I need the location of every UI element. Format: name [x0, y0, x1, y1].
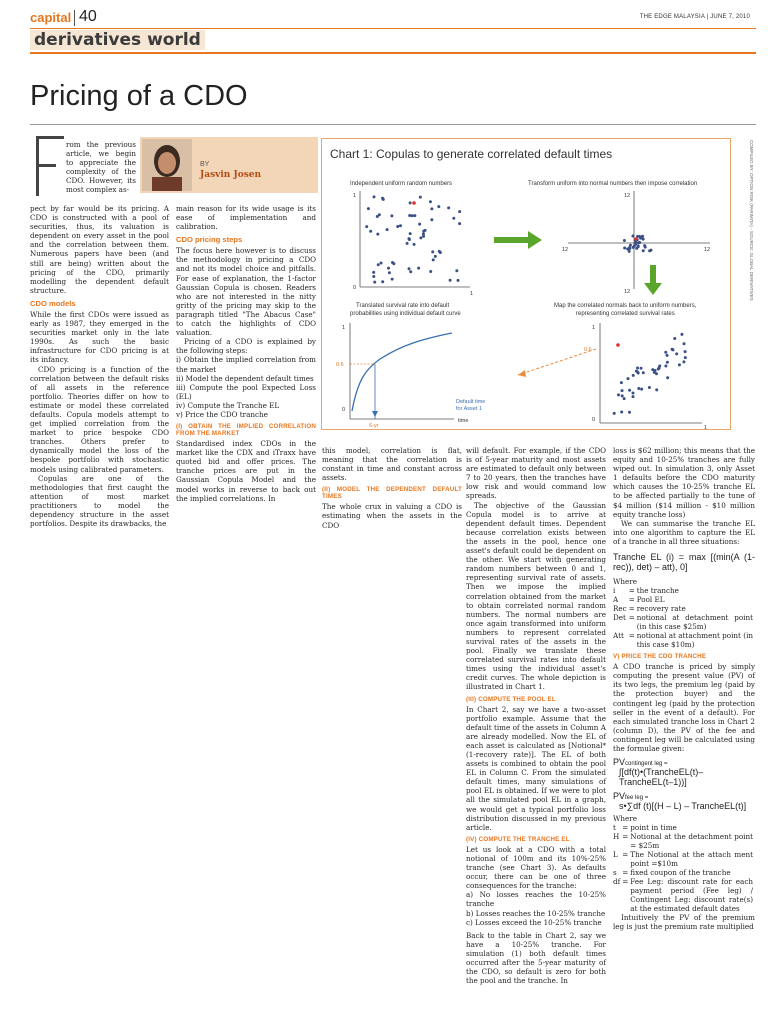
panel-4-label-a: Map the correlated normals back to uniform numbers, [554, 303, 697, 309]
author-box [140, 137, 318, 193]
p4-tick-y06: 0.6 [584, 347, 592, 353]
heading-step-iv: (IV) COMPUTE THE TRANCHE EL [466, 835, 570, 843]
p1-point [376, 233, 379, 236]
section-rule [30, 52, 756, 54]
p1-point [390, 214, 393, 217]
p4-point [628, 389, 631, 392]
p4-point [683, 342, 686, 345]
p1-point [419, 236, 422, 239]
highlight-point [616, 343, 620, 347]
p2-point [632, 246, 635, 249]
p1-tick-y1: 1 [353, 193, 357, 199]
section-title: derivatives world [30, 30, 205, 50]
p1-point [381, 280, 384, 283]
p3-tick-origin: 0 [342, 407, 346, 413]
heading-step-i: (I) OBTAIN THE IMPLIED CORRELATION FROM THE MARKET [176, 423, 316, 438]
p1-point [432, 258, 435, 261]
p4-point [664, 351, 667, 354]
p4-point [642, 371, 645, 374]
heading-step-v: V) PRICE THE CDO TRANCHE [613, 653, 707, 661]
page-number: 40 [79, 8, 97, 25]
section-name: capital [30, 10, 72, 25]
p1-point [373, 195, 376, 198]
p4-point [654, 369, 657, 372]
article-title: Pricing of a CDO [30, 80, 248, 112]
p2-point [638, 241, 641, 244]
column-3: this model, correlation is flat, meaning that the correlation is constant in time and constant across assets. (II) MODEL THE DEPENDENT DEFAULT TIMES The whole crux in valuing a CDO is estimating when the assets in the CDO [322, 446, 462, 530]
panel-3-label-b: probabilities using individual default curve [350, 311, 461, 317]
p4-point [648, 386, 651, 389]
p2-point [628, 246, 631, 249]
p1-point [387, 267, 390, 270]
p2-point [623, 239, 626, 242]
side-credit: COMPILED BY: OPTION RISK (PARIMITA) - SOURCE: GLOBAL DERIVATIVES [749, 140, 754, 301]
step-4: iv) Compute the Tranche EL [176, 400, 280, 410]
p3-tick-y1: 1 [342, 325, 346, 331]
p1-tick-x1: 1 [470, 291, 474, 297]
p4-point [632, 374, 635, 377]
column-5: loss is $62 million; this means that the equity and 10-25% tranches are fully wiped out. In simulation 3, only Asset 1 defaults before the CDO maturity which causes the 10-25% tranche EL to be affected partially to the tune of $4 million ($14 million - $10 million equity tranche loss) We can summarise the tranche EL into one algorithm to capture the EL of a tranche in all three situations: Tranche EL (i) = max [(min(A (1-rec)), det) – att), 0] Where i = the tranche A = Pool EL Rec = recovery rate Det = notional at detachment point (in this case $25m) Att = notional at attachment point (in this case $10m) V) PRICE THE CDO TRANCHE A CDO tranche is priced by simply computing the present value (PV) of its two legs, the premium leg (paid by the protection buyer) and the contingent leg (paid by the protection seller in the event of a default). For each simulated tranche loss in Chart 2 (column D), the PV of the fee and contingent leg will be calculated using the formulae given: PVcontingent leg = ∫[df(t)•(TrancheEL(t)–TrancheEL(t–1))] PVfee leg = s•∑df (t)[(H – L) – TrancheEL(t)] Where t = point in time H = Notional at the detachment point = $25m L = The Notional at the attach ment point =$10m s = fixed coupon of the tranche df = Fee Leg: discount rate for each payment period (Fee leg) / Contingent Leg: discount rate(s) at the estimated default dates Intuitively the PV of the premium leg is just the premium rate multiplied [613, 446, 755, 932]
p1-point [377, 263, 380, 266]
heading-cdo-models: CDO models [30, 298, 76, 308]
p4-point [623, 397, 626, 400]
p4-point [640, 388, 643, 391]
p3-note-b: for Asset 1 [456, 406, 482, 412]
p1-point [378, 213, 381, 216]
heading-step-iii: (III) COMPUTE THE POOL EL [466, 695, 556, 703]
panel-4-label-b: representing correlated survival rates [576, 311, 675, 317]
p4-point [666, 376, 669, 379]
p4-point [682, 360, 685, 363]
p2-point [642, 249, 645, 252]
p3-note-a: Default time [456, 399, 486, 405]
p1-point [399, 224, 402, 227]
panel-4-points [613, 333, 687, 415]
p4-point [620, 411, 623, 414]
p1-point [413, 243, 416, 246]
p4-point [657, 367, 660, 370]
p1-point [449, 279, 452, 282]
p1-point [429, 270, 432, 273]
p2-point [623, 246, 626, 249]
panel-2-points [623, 235, 653, 253]
column-2: main reason for its wide usage is its ease of implementation and calibration. CDO pricing steps The focus here however is to discuss the methodology in pricing a CDO and not its model choice and pitfalls. For ease of explanation, the 1-factor Gaussian Copula is chosen. Readers who are not interested in the nitty gritty of the pricing may skip to the paragraph titled "The Abacus Case" to catch the highlights of CDO valuation. Pricing of a CDO is explained by the following steps: i) Obtain the implied correlation from the market ii) Model the dependent default times iii) Compute the pool Expected Loss (EL) iv) Compute the Tranche EL v) Price the CDO tranche (I) OBTAIN THE IMPLIED CORRELATION FROM THE MARKET Standardised index CDOs in the market like the CDX and iTraxx have quoted bid and offer prices. The tranche prices are put in the Gaussian Copula Model and the model works in reverse to back out the implied correlations. In [176, 204, 316, 503]
p2-tick-bottom: 12 [624, 289, 631, 295]
p1-point [429, 200, 432, 203]
p1-point [458, 210, 461, 213]
p1-point [417, 267, 420, 270]
author-photo [142, 139, 192, 191]
drop-cap [30, 130, 64, 196]
p4-point [632, 391, 635, 394]
pv-contingent-label: PVcontingent leg = [613, 757, 668, 768]
p1-point [373, 281, 376, 284]
p2-tick-left: 12 [562, 247, 569, 253]
heading-pricing-steps: CDO pricing steps [176, 235, 243, 245]
p1-point [406, 242, 409, 245]
p1-point [418, 223, 421, 226]
p1-point [372, 271, 375, 274]
p1-point [430, 207, 433, 210]
p4-point [621, 389, 624, 392]
arrow-right-icon [494, 231, 542, 249]
p1-point [391, 278, 394, 281]
case-b: b) Losses reaches the 10-25% tranche [466, 908, 606, 918]
p1-point [437, 205, 440, 208]
p1-point [407, 237, 410, 240]
p4-point [684, 350, 687, 353]
p1-point [369, 230, 372, 233]
pv-contingent-formula: ∫[df(t)•(TrancheEL(t)–TrancheEL(t–1))] [619, 767, 704, 788]
definitions-table-2: t = point in time H = Notional at the detachment point = $25m L = The Notional at the attach ment point =$10m s = fixed coupon of the tranche df = Fee Leg: discount rate for each payment period (Fee leg) / Contingent Leg: discount rate(s) at the estimated default dates [613, 823, 753, 914]
p1-point [430, 218, 433, 221]
p4-point [636, 370, 639, 373]
chart-title: Chart 1: Copulas to generate correlated default times [330, 147, 613, 161]
p4-point [666, 361, 669, 364]
chart-svg [322, 139, 730, 429]
title-rule [30, 124, 756, 125]
p3-marker-x: 6-yr [369, 423, 379, 429]
p4-point [678, 363, 681, 366]
p1-point [365, 225, 368, 228]
p1-point [391, 261, 394, 264]
publication-line: THE EDGE MALAYSIA | JUNE 7, 2010 [639, 14, 750, 20]
p3-x-label: time [458, 418, 469, 424]
p4-point [628, 411, 631, 414]
p4-point [617, 393, 620, 396]
heading-step-ii: (II) MODEL THE DEPENDENT DEFAULT TIMES [322, 486, 462, 501]
p1-point [409, 232, 412, 235]
arrow-down-icon [644, 265, 662, 295]
pv-fee-label: PVfee leg = [613, 791, 649, 802]
p2-point [634, 243, 637, 246]
p4-point [664, 364, 667, 367]
p4-point [620, 381, 623, 384]
p1-point [367, 207, 370, 210]
p1-point [457, 279, 460, 282]
p4-point [671, 348, 674, 351]
p1-point [409, 270, 412, 273]
p4-point [631, 395, 634, 398]
p1-point [396, 225, 399, 228]
p1-point [431, 250, 434, 253]
p2-point [637, 244, 640, 247]
p1-point [372, 275, 375, 278]
step-3: iii) Compute the pool Expected Loss (EL) [176, 382, 316, 401]
default-curve [352, 333, 452, 411]
divider [74, 10, 75, 26]
p2-point [631, 235, 634, 238]
p1-point [409, 201, 412, 204]
case-a: a) No losses reaches the 10-25% tranche [466, 890, 606, 909]
p4-point [637, 387, 640, 390]
p2-point [643, 244, 646, 247]
column-1: pect by far would be its pricing. A CDO is constructed with a pool of securities, thus, its valuation is dependent on every asset in the pool and the correlation between them. Numerous papers have been (and still are being) written about the pricing of the CDO, primarily modelling the dependent default structure. CDO models While the first CDOs were issued as early as 1987, they emerged in the securities market only in the late 1990s. As such the basic infrastructure for CDO pricing is at its infancy. CDO pricing is a function of the correlation between the default risks of all assets in the reference portfolio. Theories differ on how to estimate or model these correlated defaults. Copula models attempt to get implied correlation from the market to price bespoke CDO tranches. Others prefer to dynamically model the loss of the bespoke portfolio with stochastic models using calibrated parameters. Copulas are one of the methodologies that first caught the attention of most market practitioners to model the dependency structure in the asset portfolios. Despite its drawbacks, the [30, 204, 169, 529]
p1-point [381, 197, 384, 200]
p2-point [640, 236, 643, 239]
p4-point [680, 333, 683, 336]
chart-1 [321, 138, 731, 430]
highlight-point [412, 201, 416, 205]
p4-point [666, 354, 669, 357]
top-rule [30, 28, 756, 29]
p4-point [655, 388, 658, 391]
definitions-table-1: i = the tranche A = Pool EL Rec = recovery rate Det = notional at detachment point (in this case $25m) Att = notional at attachment point (in this case $10m) [613, 586, 753, 650]
highlight-point [634, 237, 638, 241]
p2-tick-top: 12 [624, 193, 631, 199]
p1-point [411, 214, 414, 217]
pv-fee-formula: s•∑df (t)[(H – L) – TrancheEL(t)] [619, 801, 747, 812]
p1-point [458, 222, 461, 225]
p1-point [380, 262, 383, 265]
p1-point [386, 228, 389, 231]
author-name: Jasvin Josen [200, 170, 262, 180]
p1-point [434, 255, 437, 258]
p4-point [613, 412, 616, 415]
p1-point [424, 229, 427, 232]
p4-point [673, 337, 676, 340]
p4-point [636, 367, 639, 370]
p1-point [447, 206, 450, 209]
step-1: i) Obtain the implied correlation from the market [176, 355, 316, 374]
lead-paragraph: rom the previous article, we begin to appreciate the complexity of the CDO. However, its most complex as- [66, 140, 136, 195]
p4-tick-origin: 0 [592, 417, 596, 423]
p4-point [684, 356, 687, 359]
byline-label: BY [200, 161, 210, 168]
case-c: c) Losses exceed the 10-25% tranche [466, 917, 602, 927]
p1-point [455, 269, 458, 272]
p2-point [648, 249, 651, 252]
p1-tick-origin: 0 [353, 285, 357, 291]
p1-point [413, 214, 416, 217]
p4-point [626, 377, 629, 380]
p1-point [419, 196, 422, 199]
panel-2-label: Transform uniform into normal numbers then impose correlation [528, 181, 698, 187]
panel-1-label: Independent uniform random numbers [350, 181, 453, 187]
p2-tick-right: 12 [704, 247, 711, 253]
p1-point [388, 271, 391, 274]
step-2: ii) Model the dependent default times [176, 373, 314, 383]
p4-point [675, 352, 678, 355]
p4-point [621, 394, 624, 397]
panel-3-label-a: Translated survival rate into default [356, 303, 450, 309]
p4-tick-y1: 1 [592, 325, 596, 331]
step-5: v) Price the CDO tranche [176, 409, 268, 419]
p1-point [408, 267, 411, 270]
column-4: will default. For example, if the CDO is of 5-year maturity and most assets are estimated to default only between 7 to 20 years, then the tranches have low risk and would command low spreads. The objective of the Gaussian Copula model is to arrive at dependent default times. Dependent because correlation exists between the assets in the pool, hence one asset's default could be dependent on the other. We start with generating random numbers between 0 and 1, representing survival rate of assets. Then we impose the implied correlation obtained from the market to obtain correlated normal random numbers. The normal numbers are once again transformed into uniform numbers to represent correlated survival rates of the assets in the pool. Finally we translate these correlated survival rates into default times using the individual asset's credit curves. The whole depiction is illustrated in Chart 1. (III) COMPUTE THE POOL EL In Chart 2, say we have a two-asset portfolio example. Assume that the default time of the assets in Column A are already modelled. Now the EL of each asset is calculated as [Notional* (1-recovery rate)]. The EL of both assets is combined to obtain the pool EL in Column C. From the simulated default times, many simulations of pool EL is obtained. If we were to plot all the simulated pool EL in a graph, we would get a typical portfolio loss distribution discussed in my previous article. (IV) COMPUTE THE TRANCHE EL Let us look at a CDO with a total notional of 100m and its 10%-25% tranche (see Chart 3). As defaults occur, there can be one of three consequences for the tranche: a) No losses reaches the 10-25% tranche b) Losses reaches the 10-25% tranche c) Losses exceed the 10-25% tranche Back to the table in Chart 2, say we have a 10-25% tranche. For simulation (1) both default times occurred after the 5-year maturity of the CDO, so default is zero for both the pool and the tranche. In [466, 446, 606, 986]
tranche-el-formula: Tranche EL (i) = max [(min(A (1-rec)), det) – att), 0] [613, 552, 755, 573]
p1-point [422, 235, 425, 238]
panel-1-points [365, 195, 461, 283]
p4-tick-x1: 1 [704, 425, 708, 429]
p1-point [452, 217, 455, 220]
p4-point [640, 367, 643, 370]
p3-marker-y: 0.6 [336, 362, 344, 368]
p1-point [438, 250, 441, 253]
